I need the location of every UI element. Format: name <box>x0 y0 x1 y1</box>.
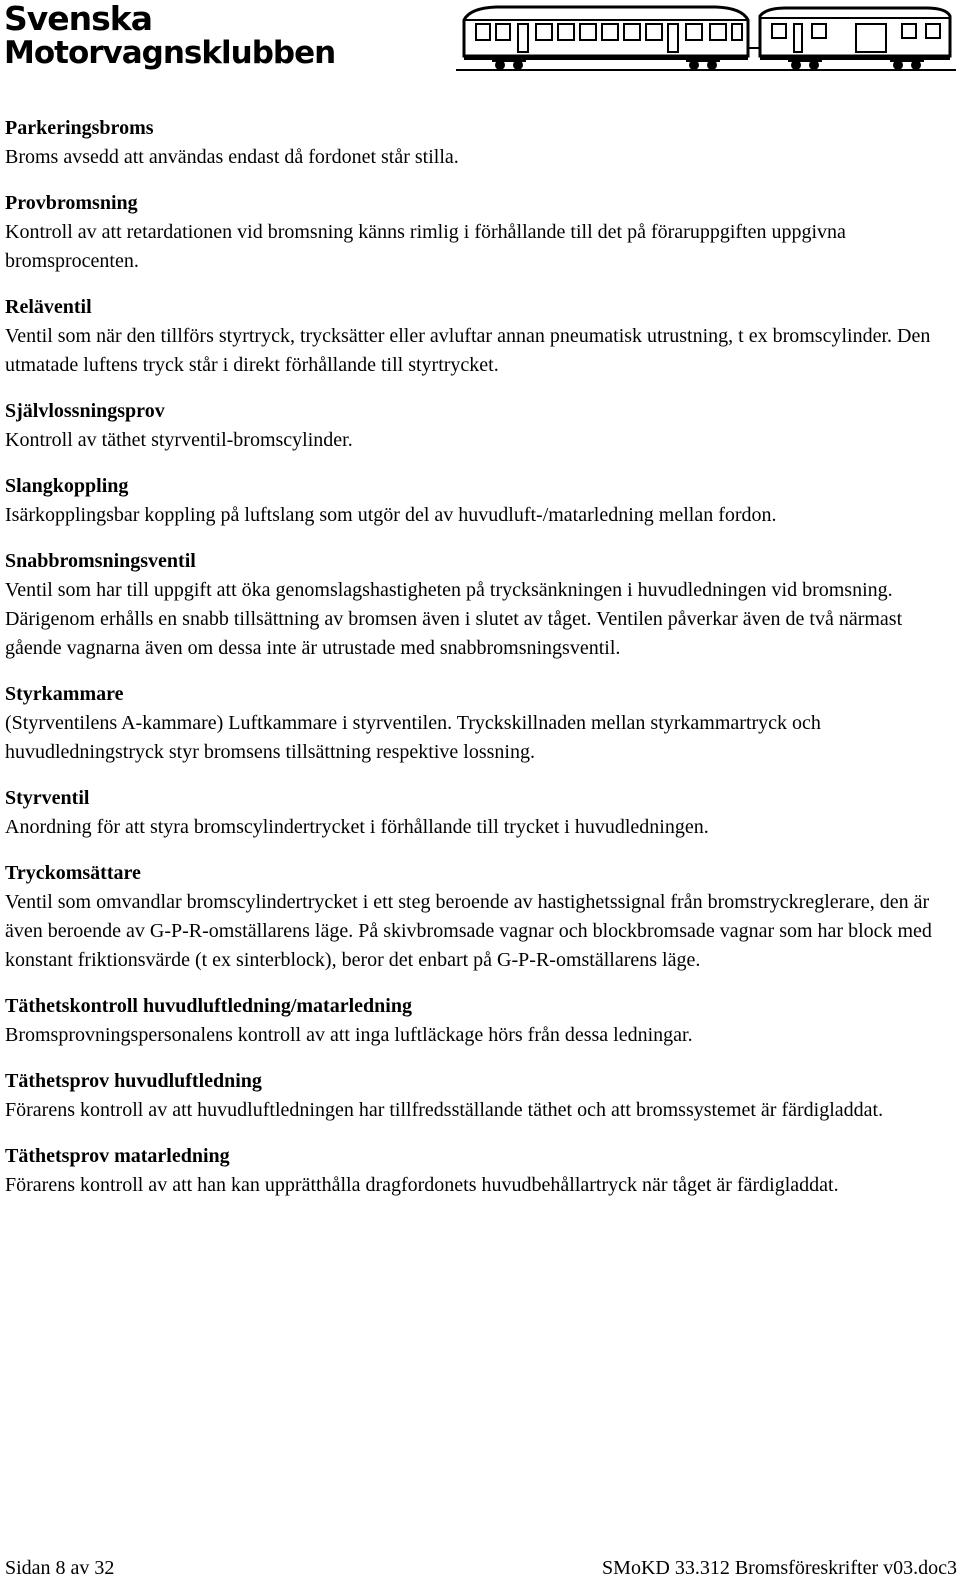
glossary-entry <box>5 991 957 1050</box>
entry-term: Tryckomsättare <box>5 862 141 884</box>
glossary-entry <box>5 1141 957 1200</box>
entry-term: Styrkammare <box>5 683 124 705</box>
logo-line-1: Svenska <box>4 0 153 38</box>
document-reference: SMoKD 33.312 Bromsföreskrifter v03.doc3 <box>602 1557 957 1579</box>
glossary-entry <box>5 679 957 767</box>
page-footer <box>5 1554 957 1582</box>
railcar-illustration <box>456 2 956 74</box>
club-logo <box>4 2 444 70</box>
page-number: Sidan 8 av 32 <box>5 1557 115 1579</box>
entry-term: Täthetsprov huvudluftledning <box>5 1070 262 1092</box>
entry-term: Reläventil <box>5 296 92 318</box>
entry-definition: Ventil som när den tillförs styrtryck, trycksätter eller avluftar annan pneumatisk utrustning, t ex bromscylinder. Den utmatade luftens tryck står i direkt förhållande till styrtrycket. <box>5 325 931 376</box>
entry-term: Snabbromsningsventil <box>5 550 196 572</box>
entry-definition: Förarens kontroll av att huvudluftledningen har tillfredsställande täthet och att bromssystemet är färdigladdat. <box>5 1099 884 1121</box>
glossary-entry <box>5 1066 957 1125</box>
glossary-entry <box>5 188 957 276</box>
entry-definition: (Styrventilens A-kammare) Luftkammare i styrventilen. Tryckskillnaden mellan styrkammartryck och huvudledningstryck styr bromsens tillsättning respektive lossning. <box>5 712 821 763</box>
glossary-entry <box>5 113 957 172</box>
glossary-entry <box>5 292 957 380</box>
entry-definition: Ventil som omvandlar bromscylindertrycket i ett steg beroende av hastighetssignal från bromstryckreglerare, den är även beroende av G-P-R-omställarens läge. På skivbromsade vagnar och blockbromsade vagnar som har block med konstant friktionsvärde (t ex sinterblock), beror det enbart på G-P-R-omställarens läge. <box>5 891 932 971</box>
entry-definition: Isärkopplingsbar koppling på luftslang som utgör del av huvudluft-/matarledning mellan fordon. <box>5 504 777 526</box>
glossary-entry <box>5 546 957 663</box>
glossary-entry <box>5 471 957 530</box>
glossary-entry <box>5 783 957 842</box>
entry-definition: Förarens kontroll av att han kan upprätthålla dragfordonets huvudbehållartryck när tåget är färdigladdat. <box>5 1174 839 1196</box>
entry-term: Självlossningsprov <box>5 400 165 422</box>
page-header <box>0 0 960 80</box>
entry-term: Täthetskontroll huvudluftledning/matarledning <box>5 995 412 1017</box>
glossary-entry <box>5 396 957 455</box>
entry-definition: Kontroll av att retardationen vid bromsning känns rimlig i förhållande till det på föraruppgiften uppgivna bromsprocenten. <box>5 221 846 272</box>
entry-definition: Kontroll av täthet styrventil-bromscylinder. <box>5 429 353 451</box>
entry-term: Slangkoppling <box>5 475 129 497</box>
glossary <box>5 113 957 1216</box>
entry-definition: Ventil som har till uppgift att öka genomslagshastigheten på trycksänkningen i huvudledningen vid bromsning. Därigenom erhålls en snabb tillsättning av bromsen även i slutet av tåget. Ventilen påverkar även de två närmast gående vagnarna även om dessa inte är utrustade med snabbromsningsventil. <box>5 579 903 659</box>
entry-definition: Broms avsedd att användas endast då fordonet står stilla. <box>5 146 459 168</box>
entry-definition: Bromsprovningspersonalens kontroll av att inga luftläckage hörs från dessa ledningar. <box>5 1024 693 1046</box>
logo-line-2: Motorvagnsklubben <box>4 35 336 71</box>
entry-term: Provbromsning <box>5 192 138 214</box>
entry-term: Styrventil <box>5 787 90 809</box>
glossary-entry <box>5 858 957 975</box>
entry-term: Täthetsprov matarledning <box>5 1145 230 1167</box>
entry-term: Parkeringsbroms <box>5 117 154 139</box>
entry-definition: Anordning för att styra bromscylindertrycket i förhållande till trycket i huvudledningen. <box>5 816 709 838</box>
